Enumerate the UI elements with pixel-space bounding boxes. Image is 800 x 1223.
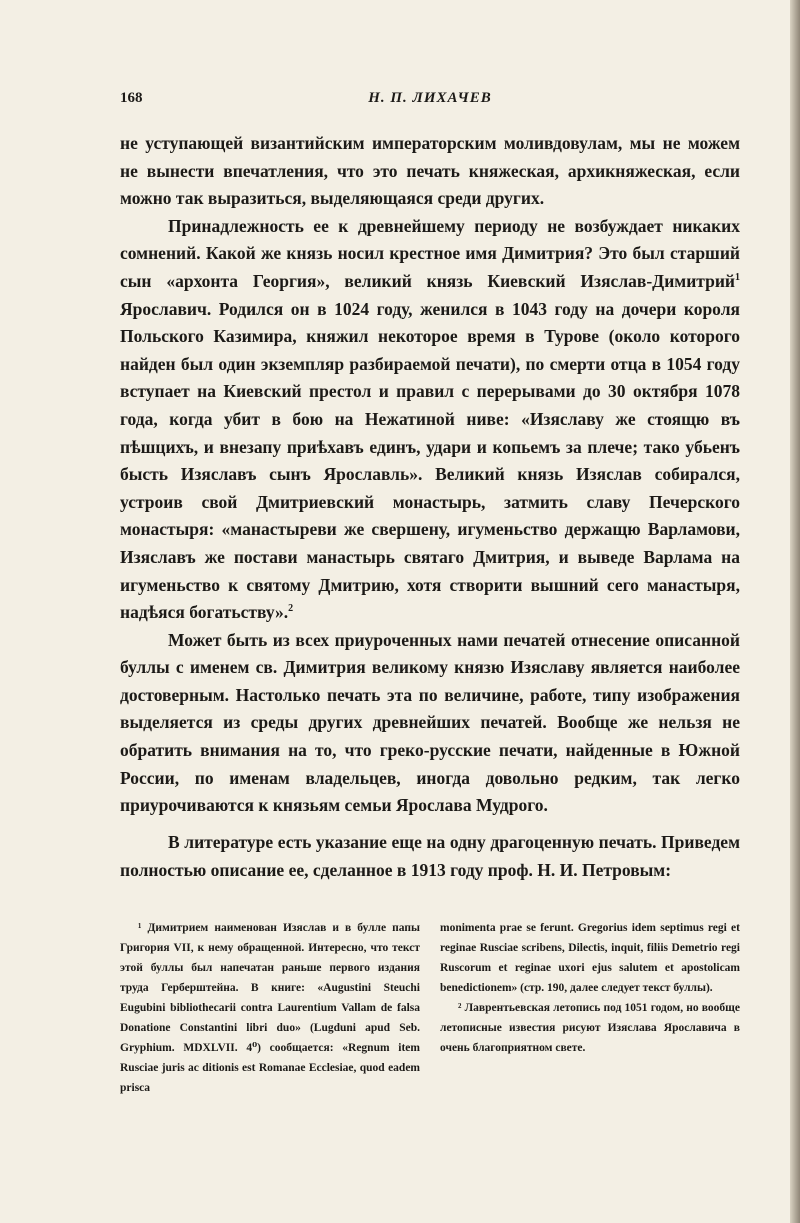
footnote-2: ² Лаврентьевская летопись под 1051 годом, но вообще летописные известия рисуют Изяслава Ярославича в очень благоприятном свете. — [440, 1002, 740, 1054]
footnote-1: ¹ Димитрием наименован Изяслав и в булле папы Григория VII, к нему обращенной. Интересно, что текст этой буллы был напечатан раньше первого издания труда Герберштейна. В книге: «Augustini Steuchi Eugubini bibliothecarii contra Laurentium Vallam de falsa Donatione Constantini libri duo» (Lugduni apud Seb. Gryphium. MDXLVII. 4⁰) сообщается: «Regnum item Rusciae juris ac ditionis est Romanae Ecclesiae, quod eadem prisca — [120, 922, 420, 1094]
section-literature — [120, 829, 740, 884]
footnote-1-continued: monimenta prae se ferunt. Gregorius idem septimus regi et reginae Rusciae scribens, Dilectis, inquit, filiis Demetrio regi Ruscorum et reginae uxori ejus salutem et apostolicam benedictionem» (стр. 190, далее следует текст буллы). — [440, 922, 740, 994]
running-title: Н. П. ЛИХАЧЕВ — [368, 90, 492, 106]
page-edge — [790, 0, 800, 1223]
paragraph-izyaslav — [120, 213, 740, 627]
running-head — [120, 90, 740, 112]
paragraph-izyaslav-part2: Ярославич. Родился он в 1024 году, женился в 1043 году на дочери короля Польского Казимира, княжил некоторое время в Турове (около которого найден был один экземпляр разбираемой печати), по смерти отца в 1054 году вступает на Киевский престол и правил с перерывами до 30 октября 1078 года, когда убит в бою на Нежатиной ниве: «Изяславу же стоящю въ пѣшцихъ, и внезапу приѣхавъ единъ, удари и копьемъ за плече; тако убьенъ бысть Изяславъ сынъ Ярославль». Великий князь Изяслав собирался, устроив свой Дмитриевский монастырь, затмить славу Печерского монастыря: «манастыреви же свершену, игуменьство держащю Варламови, Изяславъ же постави манастырь святаго Дмитрия, и выведе Варлама на игуменьство к святому Дмитрию, хотя створити вышний сего манастыря, надѣяся богатьству». — [120, 298, 740, 623]
paragraph-continuation: не уступающей византийским императорским моливдовулам, мы не можем не вынести впечатления, что это печать княжеская, архикняжеская, если можно так выразиться, выделяющаяся среди других. — [120, 133, 740, 209]
paragraph-attribution: Может быть из всех приуроченных нами печатей отнесение описанной буллы с именем св. Димитрия великому князю Изяславу является наиболее достоверным. Настолько печать эта по величине, работе, типу изображения выделяется из среды других древнейших печатей. Вообще же нельзя не обратить внимания на то, что греко-русские печати, найденные в Южной России, по именам владельцев, иногда довольно редким, так легко приурочиваются к князьям семьи Ярослава Мудрого. — [120, 629, 740, 816]
footnotes — [120, 918, 740, 1098]
page-number: 168 — [120, 90, 143, 106]
footnote-column-right — [440, 918, 740, 1098]
footnote-ref-1[interactable]: 1 — [735, 272, 740, 284]
footnote-ref-2[interactable]: 2 — [288, 603, 294, 615]
paragraph-izyaslav-part1: Принадлежность ее к древнейшему периоду не возбуждает никаких сомнений. Какой же князь носил крестное имя Димитрия? Это был старший сын «архонта Георгия», великий князь Киевский Изяслав-Димитрий — [120, 215, 740, 291]
main-text — [120, 130, 740, 820]
paragraph-literature: В литературе есть указание еще на одну драгоценную печать. Приведем полностью описание ее, сделанное в 1913 году проф. Н. И. Петровым: — [120, 832, 740, 880]
footnote-column-left — [120, 918, 420, 1098]
